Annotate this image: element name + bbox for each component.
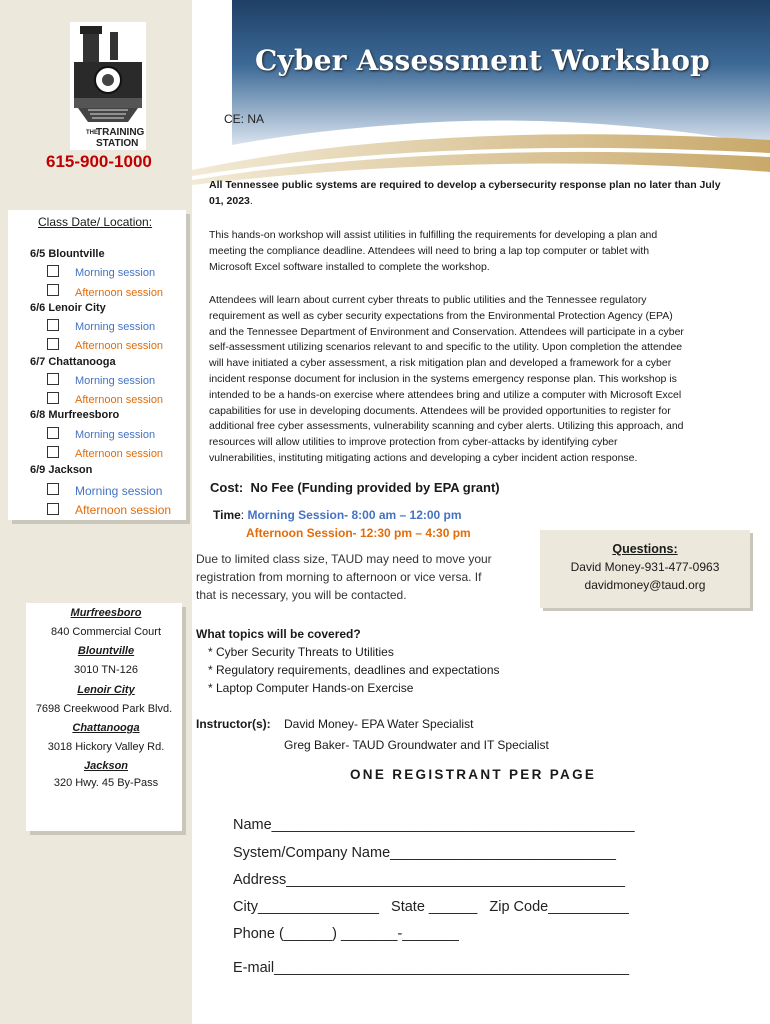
topic-item: * Cyber Security Threats to Utilities [208, 645, 394, 659]
checkbox-lenoir-morning[interactable] [47, 319, 59, 331]
checkbox-murfreesboro-morning[interactable] [47, 427, 59, 439]
topics-heading: What topics will be covered? [196, 627, 361, 641]
text-line: self-assessment utilizing scenarios relevant to and specific to the utility. Upon completion the attendee [209, 341, 683, 354]
intro-paragraph-2 [209, 293, 684, 467]
text-line: and the Tennessee Department of Environment and Conservation. Attendees will participate in a cyber [209, 325, 684, 338]
intro-paragraph-1 [209, 228, 657, 275]
address-city: Blountville [77, 645, 135, 657]
address-street: 7698 Creekwood Park Blvd. [35, 703, 173, 715]
text-line: incident response document for inclusion in the systems emergency response plan. This workshop is [209, 372, 677, 385]
email-field[interactable]: E-mail____________________________________________ [233, 960, 629, 976]
text-line: This hands-on workshop will assist utilities in fulfilling the requirements for developing a plan and [209, 229, 658, 241]
cost-value: No Fee (Funding provided by EPA grant) [250, 480, 500, 495]
text-line: additional free cyber assessments, vulnerability scanning and cyber alerts. Utilizing this approach, and [209, 420, 684, 433]
text-line: will have initiated a cyber assessment, a risk mitigation plan and developed a framework for a cyber [209, 357, 672, 370]
text-line: vulnerabilities, instituting mitigating actions and developing a cyber incident action response. [209, 451, 638, 464]
instructor-name: Greg Baker- TAUD Groundwater and IT Specialist [284, 738, 549, 752]
session-label: Morning session [75, 321, 156, 333]
address-field[interactable]: Address__________________________________________ [233, 872, 625, 888]
afternoon-time: Afternoon Session- 12:30 pm – 4:30 pm [246, 526, 471, 540]
text-line: meeting the compliance deadline. Attendees will need to bring a lap top computer or tablet with [209, 244, 650, 257]
address-street: 320 Hwy. 45 By-Pass [53, 777, 159, 789]
contact-email[interactable]: davidmoney@taud.org [584, 578, 706, 592]
logo-station: STATION [96, 138, 139, 149]
address-city: Lenoir City [77, 684, 135, 696]
checkbox-lenoir-afternoon[interactable] [47, 338, 59, 350]
intro-bold-line: All Tennessee public systems are required to develop a cybersecurity response plan no later than July [209, 179, 721, 191]
topic-item: * Regulatory requirements, deadlines and expectations [208, 663, 500, 677]
time-label: Time [213, 508, 241, 522]
session-label: Morning session [75, 375, 156, 387]
session-label: Afternoon session [75, 287, 164, 299]
checkbox-blountville-afternoon[interactable] [47, 284, 59, 296]
session-label: Afternoon session [75, 394, 164, 406]
location-label: 6/9 Jackson [30, 464, 93, 476]
text-line: capabilities for use in developing documents. Attendees will be provided opportunities to register for [209, 404, 671, 417]
cost-line [210, 480, 500, 495]
instructor-name: David Money- EPA Water Specialist [284, 717, 474, 731]
session-label: Morning session [75, 267, 156, 279]
training-station-logo [70, 22, 146, 150]
checkbox-jackson-afternoon[interactable] [47, 503, 59, 515]
text-line: resources will allow utilities to improve protection from cyber-attacks by identifying cyber [209, 436, 618, 449]
text-line: requirement as well as cyber security expectations from the Environmental Protection Agency (EPA) [209, 309, 673, 322]
session-label: Morning session [75, 429, 156, 441]
checkbox-blountville-morning[interactable] [47, 265, 59, 277]
class-size-notice [196, 550, 516, 604]
text-line: Microsoft Excel software installed to complete the workshop. [209, 260, 490, 273]
morning-time: Morning Session- 8:00 am – 12:00 pm [247, 508, 462, 522]
questions-box [540, 530, 750, 608]
company-field[interactable]: System/Company Name____________________________ [233, 845, 616, 861]
phone-field[interactable]: Phone (______) _______-_______ [233, 926, 459, 942]
intro-bold-date: 01, 2023 [209, 195, 250, 207]
address-city: Jackson [83, 760, 129, 772]
address-street: 840 Commercial Court [50, 626, 162, 638]
checkbox-chattanooga-morning[interactable] [47, 373, 59, 385]
checkbox-jackson-morning[interactable] [47, 483, 59, 495]
intro-bold-end: . [249, 195, 253, 207]
questions-heading: Questions: [612, 542, 678, 556]
registration-heading: ONE REGISTRANT PER PAGE [350, 767, 597, 782]
phone-number: 615-900-1000 [46, 152, 152, 171]
locomotive-icon [70, 22, 146, 150]
text-line: registration from morning to afternoon or vice versa. If [196, 570, 482, 584]
location-label: 6/6 Lenoir City [30, 302, 106, 314]
logo-the: THE [86, 130, 98, 136]
location-label: 6/8 Murfreesboro [30, 409, 120, 421]
text-line: that is necessary, you will be contacted. [196, 588, 407, 602]
time-colon: : [240, 508, 245, 522]
location-label: 6/5 Blountville [30, 248, 105, 260]
address-city: Murfreesboro [70, 607, 142, 619]
class-date-heading: Class Date/ Location: [38, 215, 153, 229]
checkbox-chattanooga-afternoon[interactable] [47, 392, 59, 404]
logo-training: TRAINING [96, 127, 145, 138]
header-banner [192, 0, 770, 205]
address-city: Chattanooga [72, 722, 140, 734]
address-street: 3018 Hickory Valley Rd. [47, 741, 165, 753]
location-label: 6/7 Chattanooga [30, 356, 116, 368]
contact-phone: David Money-931-477-0963 [570, 560, 720, 574]
text-line: Due to limited class size, TAUD may need to move your [196, 552, 492, 566]
ce-credits: CE: NA [224, 112, 265, 126]
time-line [213, 508, 462, 522]
instructors-label: Instructor(s): [196, 717, 271, 731]
address-street: 3010 TN-126 [73, 664, 138, 676]
session-label: Afternoon session [75, 503, 172, 517]
page-title: Cyber Assessment Workshop [255, 44, 710, 77]
topic-item: * Laptop Computer Hands-on Exercise [208, 681, 414, 695]
city-state-zip-field[interactable]: City_______________ State ______ Zip Code__________ [233, 899, 629, 915]
session-label: Afternoon session [75, 340, 164, 352]
cost-label: Cost: [210, 480, 244, 495]
text-line: Attendees will learn about current cyber threats to public utilities and the Tennessee regulatory [209, 294, 647, 306]
address-panel [26, 603, 182, 831]
session-label: Afternoon session [75, 448, 164, 460]
session-label: Morning session [75, 484, 163, 498]
name-field[interactable]: Name_____________________________________________ [233, 817, 635, 833]
text-line: intended to be a hands-on exercise where attendees bring and utilize a computer with Microsoft Excel [209, 388, 682, 401]
checkbox-murfreesboro-afternoon[interactable] [47, 446, 59, 458]
